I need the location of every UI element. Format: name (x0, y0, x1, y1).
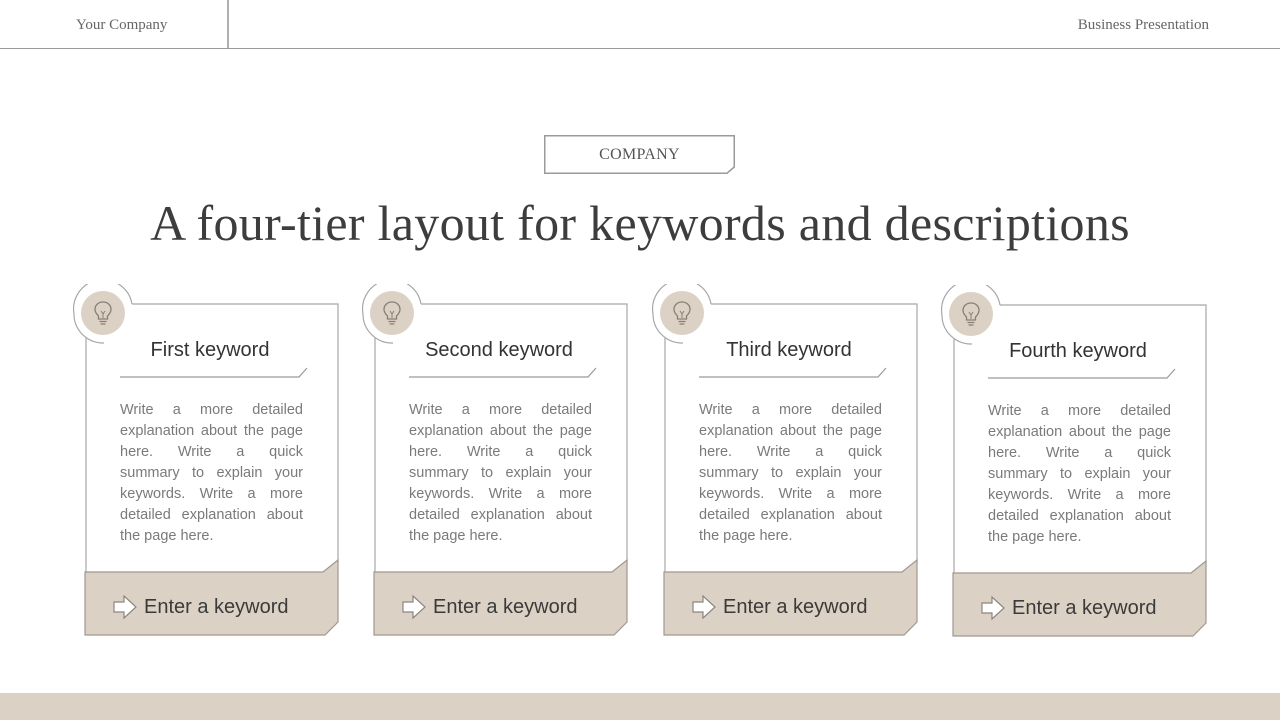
keyword-card (941, 285, 1209, 645)
company-tag-label: COMPANY (599, 145, 680, 163)
arrow-right-icon (112, 594, 138, 620)
enter-keyword-button[interactable] (953, 577, 1205, 639)
enter-keyword-button[interactable] (85, 576, 337, 638)
arrow-right-icon (980, 595, 1006, 621)
enter-keyword-label: Enter a keyword (723, 595, 868, 618)
header-divider (227, 0, 229, 48)
keyword-card (652, 284, 920, 644)
arrow-right-icon (691, 594, 717, 620)
keyword-card (73, 284, 341, 644)
keyword-card (362, 284, 630, 644)
keyword-title: First keyword (150, 339, 270, 361)
lightbulb-icon (370, 291, 414, 335)
company-tag (544, 135, 735, 174)
lightbulb-icon (949, 292, 993, 336)
enter-keyword-label: Enter a keyword (433, 595, 578, 618)
presentation-label: Business Presentation (1077, 17, 1209, 33)
keyword-description: Write a more detailed explanation about the page here. Write a quick summary to explain your keywords. Write a more detailed explanation about the page here. (120, 402, 303, 544)
lightbulb-icon (660, 291, 704, 335)
keyword-title: Second keyword (425, 339, 573, 361)
keyword-title: Third keyword (726, 339, 852, 361)
enter-keyword-button[interactable] (374, 576, 626, 638)
company-name: Your Company (76, 17, 168, 33)
keyword-title: Fourth keyword (1009, 340, 1147, 362)
footer-bar (0, 693, 1280, 720)
enter-keyword-label: Enter a keyword (144, 595, 289, 618)
enter-keyword-button[interactable] (664, 576, 916, 638)
keyword-description: Write a more detailed explanation about the page here. Write a quick summary to explain your keywords. Write a more detailed explanation about the page here. (988, 403, 1171, 545)
keyword-description: Write a more detailed explanation about the page here. Write a quick summary to explain your keywords. Write a more detailed explanation about the page here. (409, 402, 592, 544)
arrow-right-icon (401, 594, 427, 620)
page-title: A four-tier layout for keywords and descriptions (150, 195, 1130, 251)
lightbulb-icon (81, 291, 125, 335)
header-bar (0, 0, 1280, 49)
enter-keyword-label: Enter a keyword (1012, 596, 1157, 619)
keyword-description: Write a more detailed explanation about the page here. Write a quick summary to explain your keywords. Write a more detailed explanation about the page here. (699, 402, 882, 544)
